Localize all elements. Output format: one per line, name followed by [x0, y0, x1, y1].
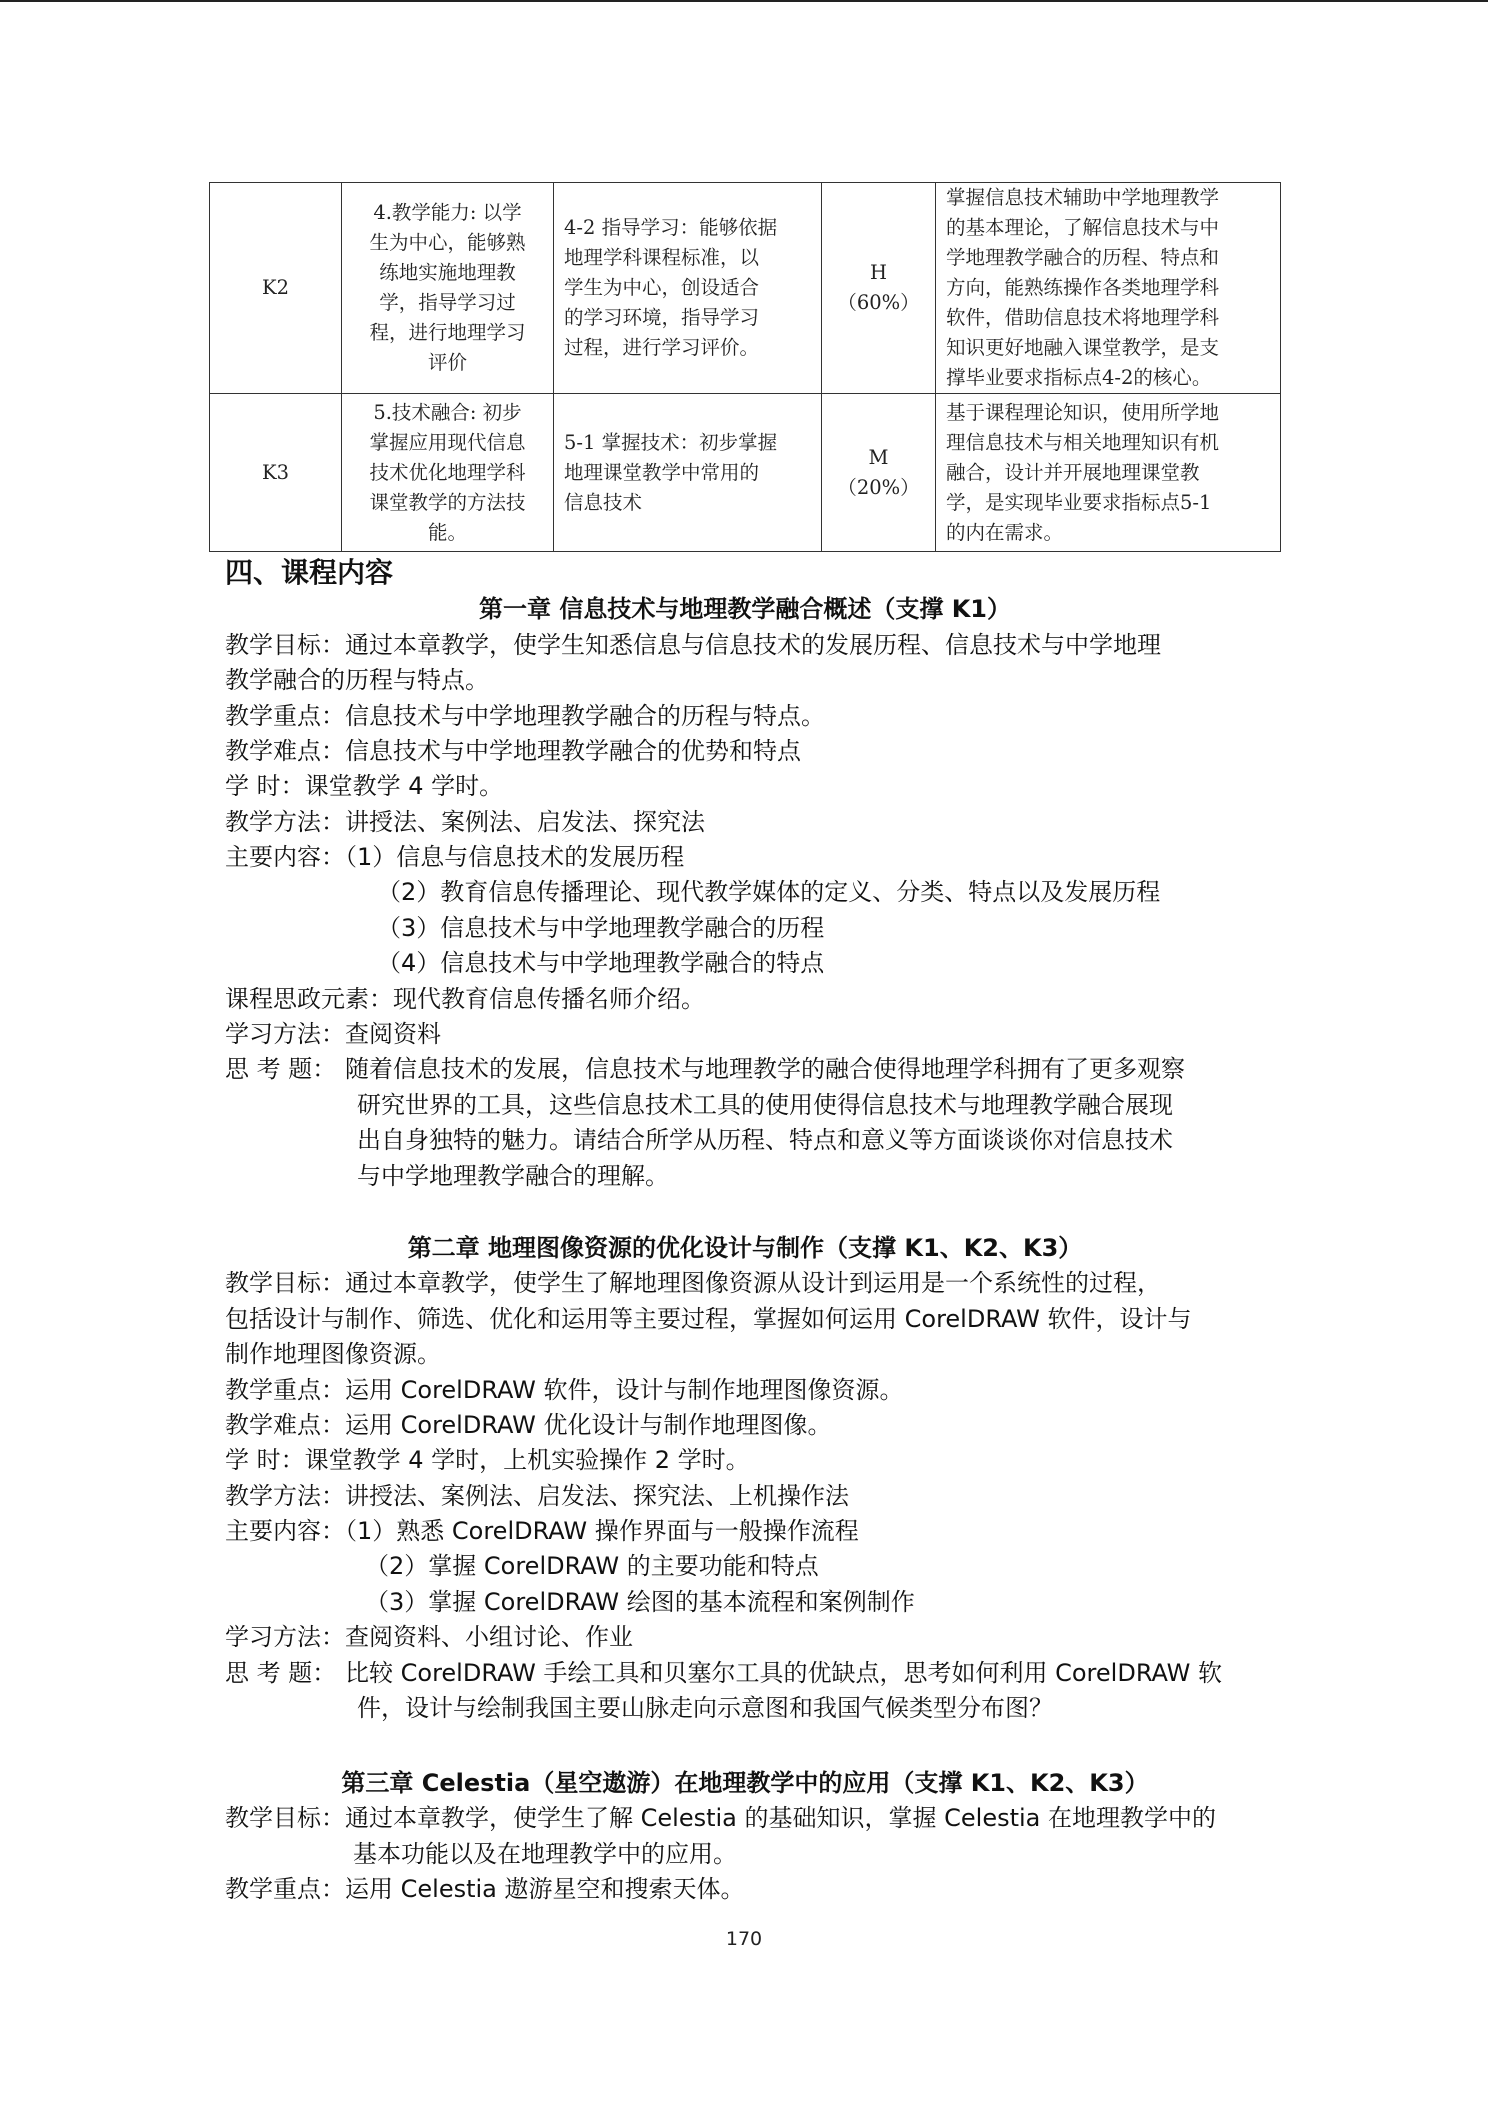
ch1-think-label: 思 考 题：: [225, 1055, 337, 1083]
ch1-content-3: （3）信息技术与中学地理教学融合的历程: [377, 914, 825, 942]
support-description: 基于课程理论知识，使用所学地 理信息技术与相关地理知识有机 融合，设计并开展地理课堂教 学，是实现毕业要求指标点5-1 的内在需求。: [936, 394, 1281, 552]
ch1-study: 学习方法：查阅资料: [225, 1020, 441, 1048]
section-title: 四、课程内容: [225, 556, 394, 589]
chapter-3-title: 第三章 Celestia（星空遨游）在地理教学中的应用（支撑 K1、K2、K3）: [341, 1769, 1149, 1797]
ch2-content-2: （2）掌握 CorelDRAW 的主要功能和特点: [365, 1552, 819, 1580]
course-content: [225, 2, 1265, 2106]
graduation-requirement: 5-1 掌握技术：初步掌握 地理课堂教学中常用的 信息技术: [554, 394, 822, 552]
support-level: H （60%）: [822, 183, 936, 394]
ch1-content-4: （4）信息技术与中学地理教学融合的特点: [377, 949, 825, 977]
support-description: 掌握信息技术辅助中学地理教学 的基本理论，了解信息技术与中 学地理教学融合的历程、特点和 方向，能熟练操作各类地理学科 软件，借助信息技术将地理学科 知识更好地融入课堂教学，是支 撑毕业要求指标点4-2的核心。: [936, 183, 1281, 394]
ch3-focus: 教学重点：运用 Celestia 遨游星空和搜索天体。: [225, 1875, 745, 1903]
ch3-goal: 教学目标：通过本章教学，使学生了解 Celestia 的基础知识，掌握 Celestia 在地理教学中的: [225, 1804, 1217, 1832]
ch2-focus: 教学重点：运用 CorelDRAW 软件，设计与制作地理图像资源。: [225, 1376, 904, 1404]
ch1-method: 教学方法：讲授法、案例法、启发法、探究法: [225, 808, 705, 836]
ch2-study: 学习方法：查阅资料、小组讨论、作业: [225, 1623, 633, 1651]
ch2-goal-cont: 包括设计与制作、筛选、优化和运用等主要过程，掌握如何运用 CorelDRAW 软件，设计与: [225, 1305, 1192, 1333]
ch1-think-4: 与中学地理教学融合的理解。: [357, 1162, 669, 1190]
ch2-goal-cont-2: 制作地理图像资源。: [225, 1340, 441, 1368]
chapter-1-title: 第一章 信息技术与地理教学融合概述（支撑 K1）: [478, 595, 1011, 623]
ch1-hours: 学 时：课堂教学 4 学时。: [225, 772, 504, 800]
ch3-goal-cont: 基本功能以及在地理教学中的应用。: [353, 1840, 737, 1868]
ch2-think-2: 件，设计与绘制我国主要山脉走向示意图和我国气候类型分布图？: [357, 1694, 1053, 1722]
ch2-think-1: 比较 CorelDRAW 手绘工具和贝塞尔工具的优缺点，思考如何利用 CorelDRAW 软: [345, 1659, 1222, 1687]
chapter-2-title: 第二章 地理图像资源的优化设计与制作（支撑 K1、K2、K3）: [407, 1234, 1083, 1262]
ch2-method: 教学方法：讲授法、案例法、启发法、探究法、上机操作法: [225, 1482, 849, 1510]
objective-goal: 5.技术融合: 初步 掌握应用现代信息 技术优化地理学科 课堂教学的方法技 能。: [342, 394, 554, 552]
ch2-content-1: 主要内容：（1）熟悉 CorelDRAW 操作界面与一般操作流程: [225, 1517, 859, 1545]
ch1-difficulty: 教学难点：信息技术与中学地理教学融合的优势和特点: [225, 737, 801, 765]
ch2-think-label: 思 考 题：: [225, 1659, 337, 1687]
ch2-hours: 学 时：课堂教学 4 学时，上机实验操作 2 学时。: [225, 1446, 750, 1474]
ch1-think-2: 研究世界的工具，这些信息技术工具的使用使得信息技术与地理教学融合展现: [357, 1091, 1173, 1119]
page-number: 170: [725, 1928, 763, 1950]
ch2-difficulty: 教学难点：运用 CorelDRAW 优化设计与制作地理图像。: [225, 1411, 832, 1439]
ch1-content-1: 主要内容：（1）信息与信息技术的发展历程: [225, 843, 685, 871]
ch2-content-3: （3）掌握 CorelDRAW 绘图的基本流程和案例制作: [365, 1588, 915, 1616]
objective-code: K2: [210, 183, 342, 394]
graduation-requirement: 4-2 指导学习：能够依据 地理学科课程标准，以 学生为中心，创设适合 的学习环境，指导学习 过程，进行学习评价。: [554, 183, 822, 394]
objective-goal: 4.教学能力: 以学 生为中心，能够熟 练地实施地理教 学，指导学习过 程，进行地理学习 评价: [342, 183, 554, 394]
support-level: M （20%）: [822, 394, 936, 552]
ch1-goal-cont: 教学融合的历程与特点。: [225, 666, 489, 694]
ch1-focus: 教学重点：信息技术与中学地理教学融合的历程与特点。: [225, 702, 825, 730]
ch1-goal: 教学目标：通过本章教学，使学生知悉信息与信息技术的发展历程、信息技术与中学地理: [225, 631, 1161, 659]
ch1-ideology: 课程思政元素：现代教育信息传播名师介绍。: [225, 985, 705, 1013]
ch2-goal: 教学目标：通过本章教学，使学生了解地理图像资源从设计到运用是一个系统性的过程，: [225, 1269, 1161, 1297]
ch1-content-2: （2）教育信息传播理论、现代教学媒体的定义、分类、特点以及发展历程: [377, 878, 1161, 906]
ch1-think-3: 出自身独特的魅力。请结合所学从历程、特点和意义等方面谈谈你对信息技术: [357, 1126, 1173, 1154]
ch1-think-1: 随着信息技术的发展，信息技术与地理教学的融合使得地理学科拥有了更多观察: [345, 1055, 1185, 1083]
objective-code: K3: [210, 394, 342, 552]
